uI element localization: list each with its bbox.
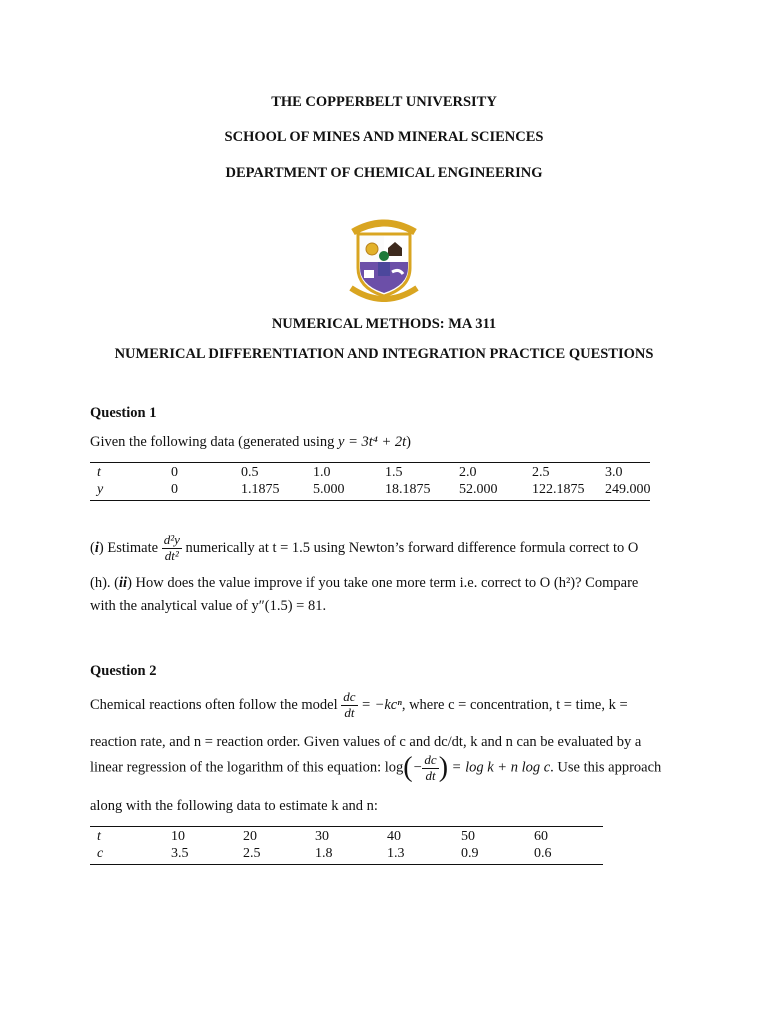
q1-part-ii-line: (h). (ii) How does the value improve if you take one more term i.e. correct to O (h²)? Compare xyxy=(90,575,639,591)
q1-part-i-line: (i) Estimate $\frac{\text{d²y}}{\text{dt²}}$ numerically at t = 1.5 using Newton’s forward difference formula correct to O xyxy=(90,532,639,563)
q1-data-table xyxy=(97,464,651,498)
course-title: NUMERICAL METHODS: MA 311 xyxy=(271,316,497,332)
q2-table-top-rule xyxy=(90,826,603,827)
q1-analytical-line: with the analytical value of y″(1.5) = 81. xyxy=(90,598,327,614)
table-row: y 0 1.1875 5.000 18.1875 52.000 122.1875 249.000 xyxy=(97,482,651,497)
q1-table-bottom-rule xyxy=(90,500,650,501)
q2-data-table xyxy=(97,828,552,862)
school-title: SCHOOL OF MINES AND MINERAL SCIENCES xyxy=(224,129,544,145)
q1-table-top-rule xyxy=(90,462,650,463)
q1-intro: Given the following data (generated using y = 3t⁴ + 2t) xyxy=(90,434,411,450)
table-row: t 10 20 30 40 50 60 xyxy=(97,829,548,844)
department-title: DEPARTMENT OF CHEMICAL ENGINEERING xyxy=(225,165,543,181)
table-row: t 0 0.5 1.0 1.5 2.0 2.5 3.0 xyxy=(97,465,623,480)
q2-line-1: Chemical reactions often follow the model $\frac{dc}{dt}$ = −kcⁿ, where c = concentration, t = time, k = xyxy=(90,689,628,720)
q2-line-2: reaction rate, and n = reaction order. Given values of c and dc/dt, k and n can be evaluated by a xyxy=(90,734,642,750)
university-title: THE COPPERBELT UNIVERSITY xyxy=(271,94,497,110)
dc-dt-log-fraction: $\frac{dc}{dt}$ xyxy=(424,751,437,783)
q1-heading: Question 1 xyxy=(90,405,157,421)
q2-line-3: linear regression of the logarithm of this equation: log(− $\frac{dc}{dt}$ ) = log k + n log c. Use this approach xyxy=(90,751,662,783)
second-derivative-fraction: $\frac{\text{d²y}}{\text{dt²}}$ xyxy=(163,532,180,563)
document-subtitle: NUMERICAL DIFFERENTIATION AND INTEGRATION PRACTICE QUESTIONS xyxy=(114,346,654,362)
table-row: c 3.5 2.5 1.8 1.3 0.9 0.6 xyxy=(97,846,552,861)
q2-heading: Question 2 xyxy=(90,663,157,679)
q2-table-bottom-rule xyxy=(90,864,603,865)
dc-dt-fraction: $\frac{dc}{dt}$ xyxy=(343,689,356,720)
university-crest-logo xyxy=(345,218,423,302)
q2-line-4: along with the following data to estimate k and n: xyxy=(90,798,378,814)
